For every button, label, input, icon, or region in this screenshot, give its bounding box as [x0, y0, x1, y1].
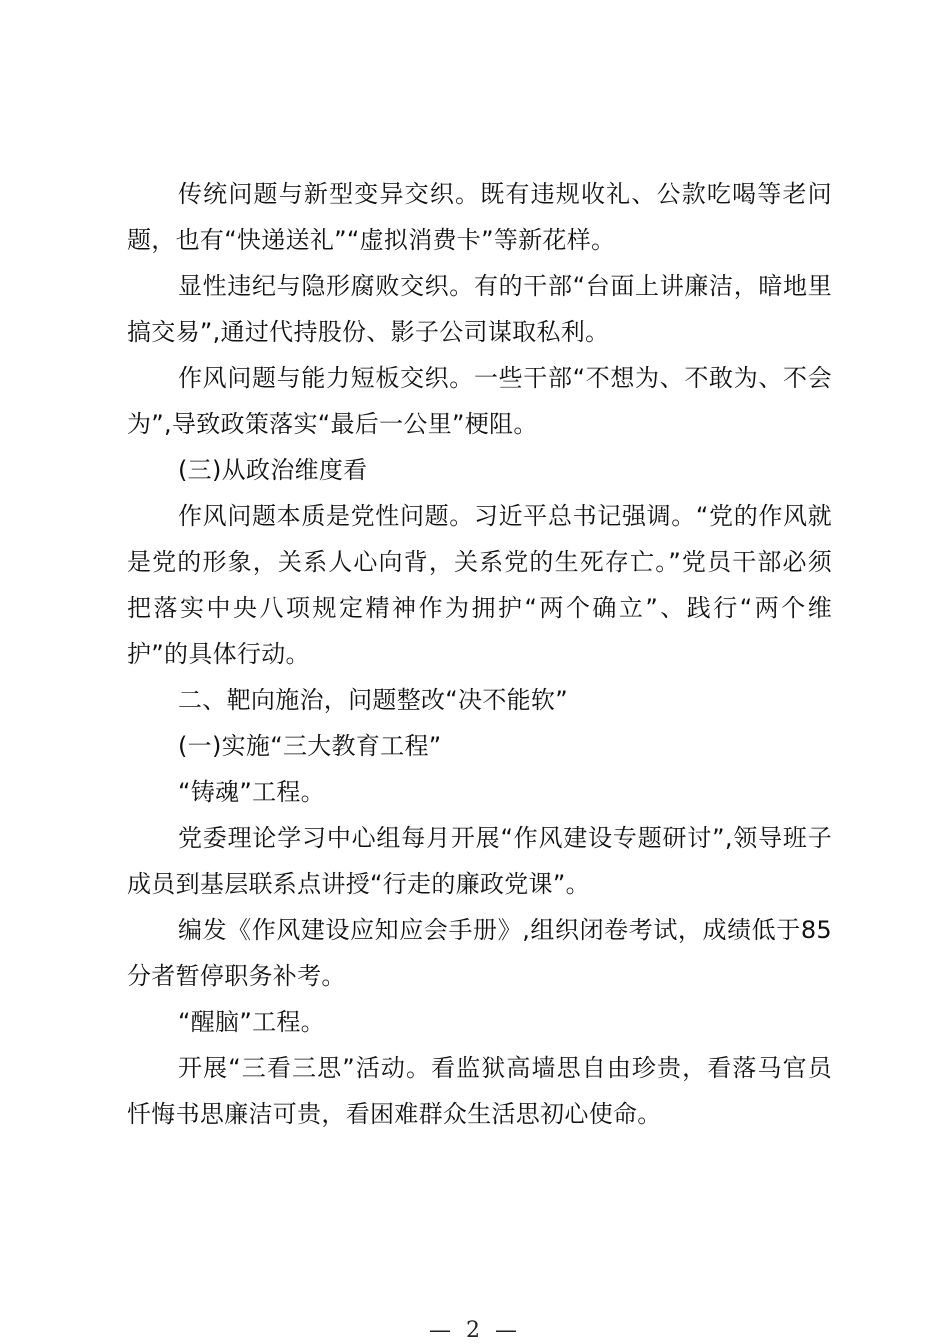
paragraph-5: 党委理论学习中心组每月开展“作风建设专题研讨”,领导班子成员到基层联系点讲授“行走的廉政党课”。: [127, 824, 832, 898]
sub-heading-soul: “铸魂”工程。: [178, 778, 325, 806]
paragraph-2: 显性违纪与隐形腐败交织。有的干部“台面上讲廉洁，暗地里搞交易”,通过代持股份、影子公司谋取私利。: [127, 272, 832, 346]
paragraph-6: 编发《作风建设应知应会手册》,组织闭卷考试，成绩低于85分者暂停职务补考。: [127, 916, 832, 990]
page-number: — 2 —: [429, 1318, 521, 1343]
paragraph-7: 开展“三看三思”活动。看监狱高墙思自由珍贵，看落马官员忏悔书思廉洁可贵，看困难群众生活思初心使命。: [127, 1054, 832, 1128]
chapter-heading-2: 二、靶向施治，问题整改“决不能软”: [178, 686, 568, 714]
paragraph-4: 作风问题本质是党性问题。习近平总书记强调。“党的作风就是党的形象，关系人心向背，关系党的生死存亡。”党员干部必须把落实中央八项规定精神作为拥护“两个确立”、践行“两个维护”的具体行动。: [127, 502, 832, 668]
paragraph-1: 传统问题与新型变异交织。既有违规收礼、公款吃喝等老问题，也有“快递送礼”“虚拟消费卡”等新花样。: [127, 180, 832, 254]
paragraph-3: 作风问题与能力短板交织。一些干部“不想为、不敢为、不会为”,导致政策落实“最后一公里”梗阻。: [127, 364, 832, 438]
sub-heading-awaken: “醒脑”工程。: [178, 1008, 325, 1036]
document-body: [127, 171, 832, 1137]
section-heading-3: (三)从政治维度看: [178, 456, 368, 484]
section-heading-1: (一)实施“三大教育工程”: [178, 732, 442, 760]
